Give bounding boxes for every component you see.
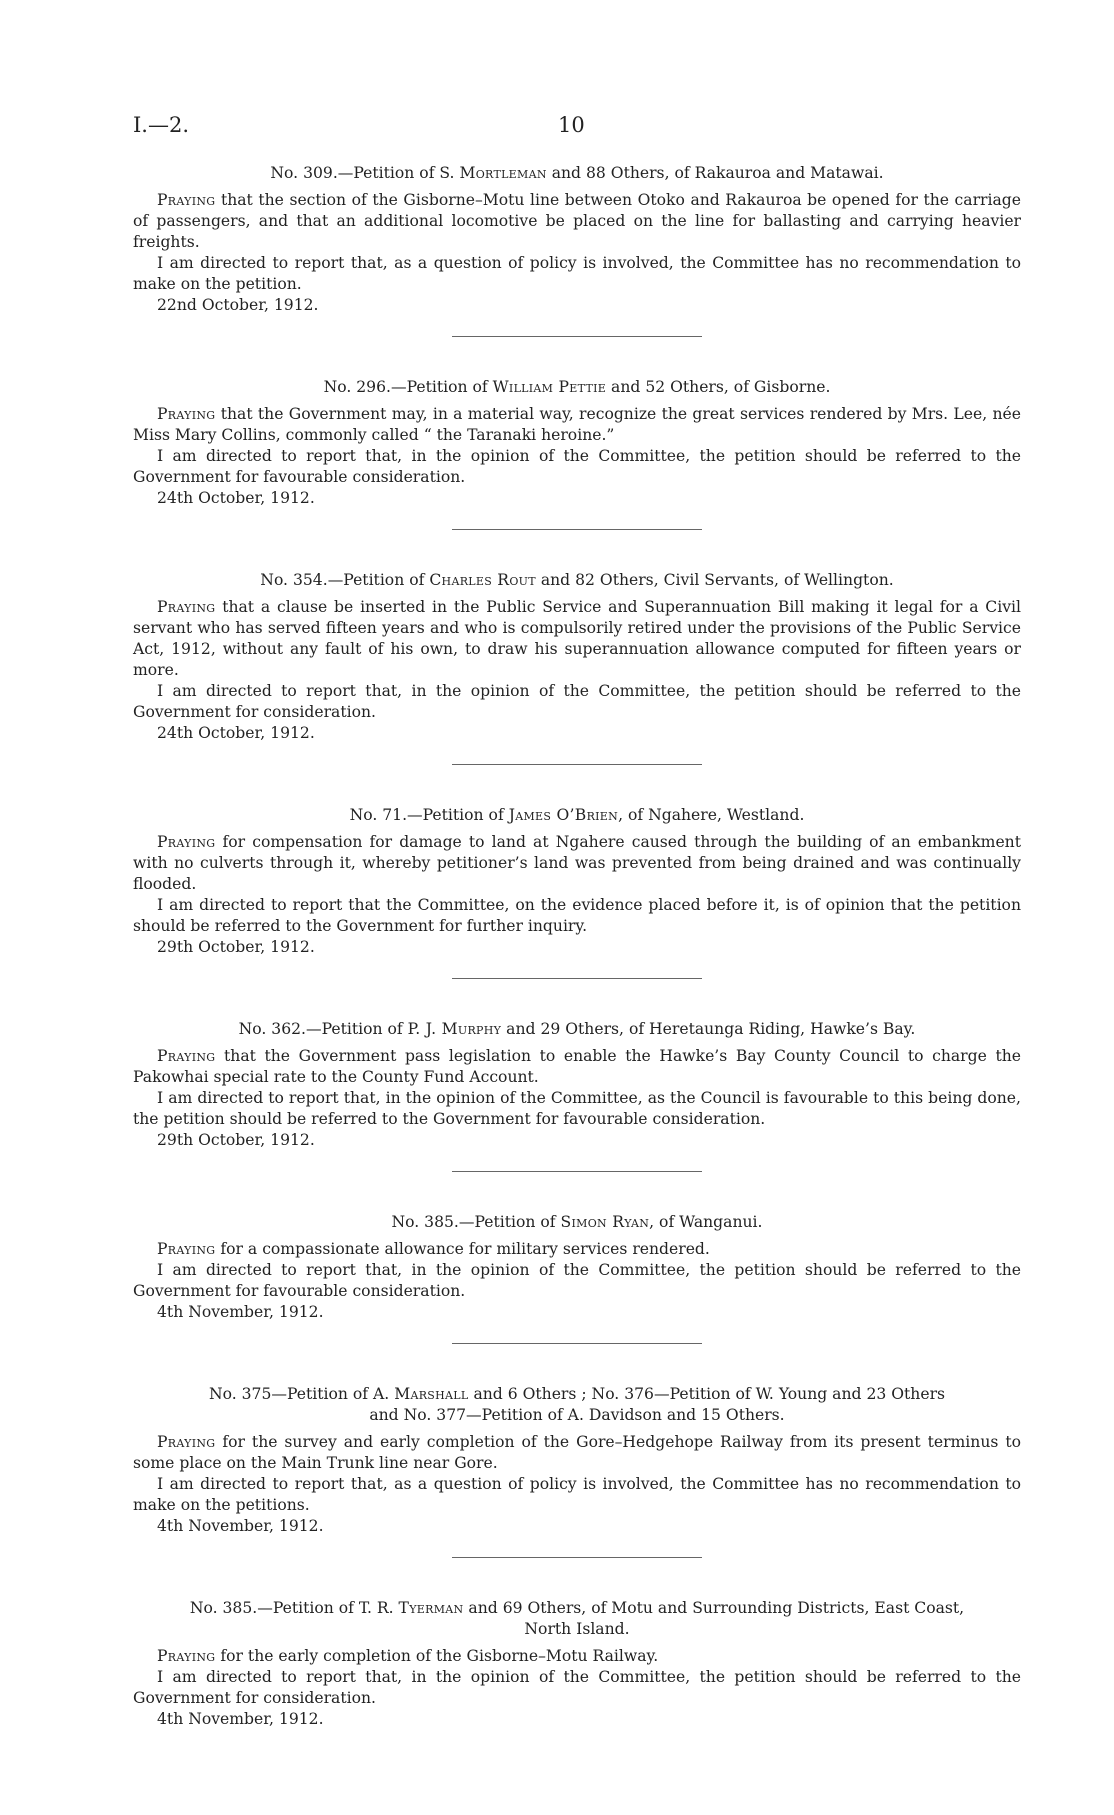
petition-report: I am directed to report that the Committee, on the evidence placed before it, is of opinion that the petition should be referred to the Government for further inquiry. (133, 896, 1021, 935)
section-divider (452, 764, 702, 765)
petition-title: No. 354.—Petition of Charles Rout and 82 Others, Civil Servants, of Wellington. (260, 571, 894, 589)
petition-prayer: Praying that a clause be inserted in the Public Service and Superannuation Bill making it legal for a Civil servant who has served fifteen years and who is compulsorily retired under the provisions of the Public Service Act, 1912, without any fault of his own, to draw his superannuation allowance computed for fifteen years or more. (133, 598, 1021, 679)
petition-entry (133, 1019, 1021, 1172)
document-reference: I.—2. (133, 113, 190, 137)
petition-entry (133, 377, 1021, 530)
petition-entry (133, 570, 1021, 765)
page-header (133, 113, 1033, 143)
petition-report: I am directed to report that, in the opinion of the Committee, the petition should be referred to the Government for favourable consideration. (133, 447, 1021, 486)
petition-title-continued: and No. 377—Petition of A. Davidson and 15 Others. (369, 1406, 785, 1424)
section-divider (452, 529, 702, 530)
petition-date: 22nd October, 1912. (157, 296, 319, 314)
petition-title: No. 362.—Petition of P. J. Murphy and 29 Others, of Heretaunga Riding, Hawke’s Bay. (238, 1020, 916, 1038)
petition-title: No. 71.—Petition of James O’Brien, of Ngahere, Westland. (349, 806, 805, 824)
page-number: 10 (558, 113, 585, 137)
petition-title: No. 309.—Petition of S. Mortleman and 88 Others, of Rakauroa and Matawai. (270, 164, 884, 182)
petition-date: 4th November, 1912. (157, 1710, 324, 1728)
petition-report: I am directed to report that, as a question of policy is involved, the Committee has no recommendation to make on the petitions. (133, 1475, 1021, 1514)
petition-date: 24th October, 1912. (157, 724, 315, 742)
petition-date: 4th November, 1912. (157, 1303, 324, 1321)
petition-entry (133, 805, 1021, 979)
petition-date: 4th November, 1912. (157, 1517, 324, 1535)
section-divider (452, 1171, 702, 1172)
petition-report: I am directed to report that, as a question of policy is involved, the Committee has no recommendation to make on the petition. (133, 254, 1021, 293)
petition-report: I am directed to report that, in the opinion of the Committee, the petition should be referred to the Government for favourable consideration. (133, 1261, 1021, 1300)
section-divider (452, 336, 702, 337)
petition-date: 29th October, 1912. (157, 938, 315, 956)
petition-report: I am directed to report that, in the opinion of the Committee, the petition should be referred to the Government for consideration. (133, 1668, 1021, 1707)
petition-title: No. 385.—Petition of T. R. Tyerman and 69 Others, of Motu and Surrounding Districts, East Coast, North Island. (133, 1598, 1021, 1640)
petition-title: No. 296.—Petition of William Pettie and 52 Others, of Gisborne. (323, 378, 831, 396)
petition-report: I am directed to report that, in the opinion of the Committee, the petition should be referred to the Government for consideration. (133, 682, 1021, 721)
petition-entry (133, 163, 1021, 337)
petition-prayer: Praying for the survey and early completion of the Gore–Hedgehope Railway from its present terminus to some place on the Main Trunk line near Gore. (133, 1433, 1021, 1472)
petition-entry (133, 1212, 1021, 1344)
petition-prayer: Praying that the Government pass legislation to enable the Hawke’s Bay County Council to charge the Pakowhai special rate to the County Fund Account. (133, 1047, 1021, 1086)
petition-entry (133, 1384, 1021, 1558)
section-divider (452, 1343, 702, 1344)
section-divider (452, 978, 702, 979)
petition-prayer: Praying for the early completion of the Gisborne–Motu Railway. (157, 1647, 659, 1665)
petition-title-continued: North Island. (524, 1620, 630, 1638)
petition-entry (133, 1598, 1021, 1730)
petition-date: 29th October, 1912. (157, 1131, 315, 1149)
petition-title: No. 385.—Petition of Simon Ryan, of Wanganui. (391, 1213, 763, 1231)
petition-prayer: Praying that the Government may, in a material way, recognize the great services rendered by Mrs. Lee, née Miss Mary Collins, commonly called “ the Taranaki heroine.” (133, 405, 1021, 444)
petition-prayer: Praying that the section of the Gisborne–Motu line between Otoko and Rakauroa be opened for the carriage of passengers, and that an additional locomotive be placed on the line for ballasting and carrying heavier freights. (133, 191, 1021, 251)
petition-title: No. 375—Petition of A. Marshall and 6 Others ; No. 376—Petition of W. Young and 23 Others and No. 377—Petition of A. Davidson and 15 Others. (133, 1384, 1021, 1426)
petition-date: 24th October, 1912. (157, 489, 315, 507)
section-divider (452, 1557, 702, 1558)
petition-prayer: Praying for compensation for damage to land at Ngahere caused through the building of an embankment with no culverts through it, whereby petitioner’s land was prevented from being drained and was continually flooded. (133, 833, 1021, 893)
petition-prayer: Praying for a compassionate allowance for military services rendered. (157, 1240, 710, 1258)
petitions-list (133, 163, 1021, 1730)
petition-report: I am directed to report that, in the opinion of the Committee, as the Council is favourable to this being done, the petition should be referred to the Government for favourable consideration. (133, 1089, 1021, 1128)
